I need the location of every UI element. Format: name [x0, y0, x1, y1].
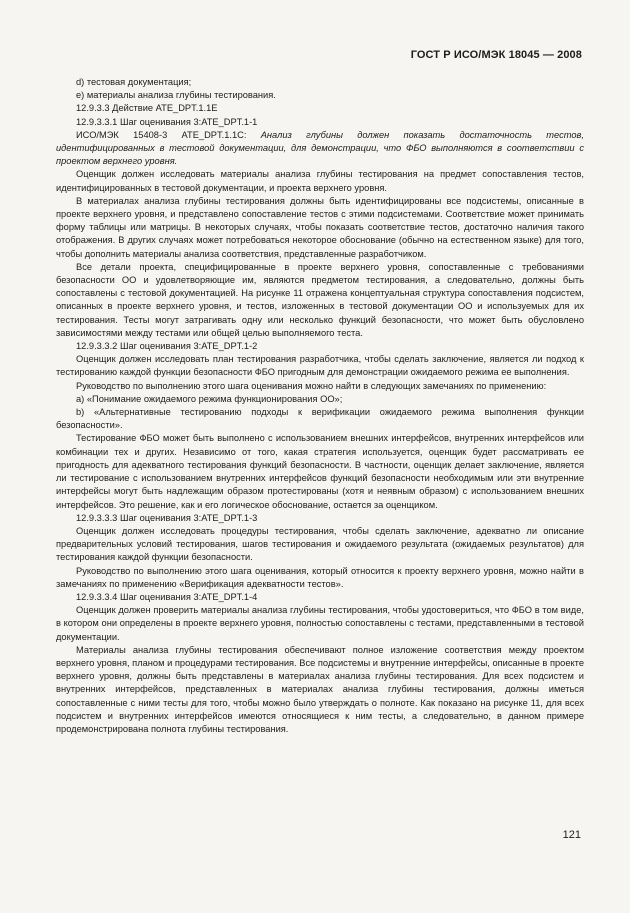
standard-reference — [56, 129, 584, 169]
document-body — [56, 76, 584, 736]
paragraph: Материалы анализа глубины тестирования обеспечивают полное изложение соответствия между проектом верхнего уровня, планом и процедурами тестирования. Все подсистемы и внутренние интерфейсы, описанные в проекте верхнего уровня, должны быть представлены в материалах анализа глубины тестирования. Для всех подсистем и внутренних интерфейсов, представленных в материалах анализа глубины тестирования, должны иметься сопоставленные с ними тесты для того, чтобы можно было утверждать о полноте. Как показано на рисунке 11, для всех подсистем и внутренних интерфейсов имеются относящиеся к ним тесты, а следовательно, в данном примере продемонстрирована полнота глубины тестирования. — [56, 644, 584, 734]
step-heading: 12.9.3.3.2 Шаг оценивания 3:ATE_DPT.1-2 — [76, 341, 258, 352]
page-number: 121 — [562, 829, 581, 841]
list-item-a: а) «Понимание ожидаемого режима функционирования ОО»; — [76, 393, 343, 404]
list-item-b: b) «Альтернативные тестированию подходы к верификации ожидаемого режима выполнения функции безопасности». — [56, 407, 584, 431]
paragraph: Оценщик должен исследовать процедуры тестирования, чтобы сделать заключение, адекватно ли описание предварительных условий тестирования, шагов тестирования и ожидаемого результата (ожидаемых результатов) для тестирования каждой функции безопасности. — [56, 525, 584, 563]
section-heading: 12.9.3.3 Действие ATE_DPT.1.1E — [76, 103, 218, 114]
paragraph: Руководство по выполнению этого шага оценивания можно найти в следующих замечаниях по применению: — [76, 380, 547, 391]
paragraph: Тестирование ФБО может быть выполнено с использованием внешних интерфейсов, внутренних интерфейсов или комбинации тех и других. Независимо от того, какая стратегия используется, оценщик будет рассматривать ее пригодность для адекватного тестирования функций безопасности. В частности, оценщик делает заключение, является ли тестирование с использованием внутренних интерфейсов функций безопасности необходимым или эти внутренние интерфейсы могут быть надлежащим образом протестированы (хотя и неявным образом) с использованием внешних интерфейсов. Это решение, как и его логическое обоснование, остается за оценщиком. — [56, 433, 584, 510]
paragraph: Оценщик должен исследовать план тестирования разработчика, чтобы сделать заключение, является ли подход к тестированию каждой функции безопасности ФБО пригодным для демонстрации ожидаемого режима ее выполнения. — [56, 354, 584, 378]
step-heading: 12.9.3.3.1 Шаг оценивания 3:ATE_DPT.1-1 — [76, 116, 258, 127]
reference-prefix: ИСО/МЭК 15408-3 ATE_DPT.1.1С: — [76, 129, 261, 140]
document-header: ГОСТ Р ИСО/МЭК 18045 — 2008 — [410, 49, 582, 61]
paragraph: Оценщик должен проверить материалы анализа глубины тестирования, чтобы удостовериться, что ФБО в том виде, в котором они определены в проекте верхнего уровня, полностью сопоставлены с тестами, представленными в тестовой документации. — [56, 605, 584, 642]
list-item-e: е) материалы анализа глубины тестирования. — [76, 90, 276, 101]
paragraph: Все детали проекта, специфицированные в проекте верхнего уровня, сопоставленные с требованиями безопасности ОО и удовлетворяющие им, являются предметом тестирования, а следовательно, должны быть сопоставлены с тестовой документацией. На рисунке 11 отражена концептуальная структура сопоставления подсистем, описанных в проекте верхнего уровня, и тестов, изложенных в тестовой документации ОО и используемых для их тестирования. Тесты могут затрагивать одну или несколько функций безопасности, что может быть обусловлено зависимостями между тестами или общей целью выполняемого теста. — [56, 261, 584, 338]
list-item-d: d) тестовая документация; — [76, 77, 192, 87]
step-heading: 12.9.3.3.4 Шаг оценивания 3:ATE_DPT.1-4 — [76, 591, 258, 602]
reference-italic: Анализ глубины должен показать достаточность тестов, идентифицированных в тестовой документации, для демонстрации, что ФБО выполняются в соответствии с проектом верхнего уровня. — [56, 129, 584, 167]
paragraph: Оценщик должен исследовать материалы анализа глубины тестирования на предмет сопоставления тестов, идентифицированных в тестовой документации, и проекта верхнего уровня. — [56, 169, 584, 193]
step-heading: 12.9.3.3.3 Шаг оценивания 3:ATE_DPT.1-3 — [76, 512, 258, 523]
paragraph: Руководство по выполнению этого шага оценивания, который относится к проекту верхнего уровня, можно найти в замечаниях по применению «Верификация адекватности тестов». — [56, 565, 584, 589]
paragraph: В материалах анализа глубины тестирования должны быть идентифицированы все подсистемы, описанные в проекте верхнего уровня, и представлено сопоставление тестов с этими подсистемами. Соответствие может принимать форму таблицы или матрицы. В некоторых случаях, чтобы показать соответствие тестов, достаточно наличия такого отображения. В других случаях может потребоваться некоторое обоснование (обычно на естественном языке) для того, чтобы дополнить материалы анализа соответствия, представленные разработчиком. — [56, 195, 584, 259]
